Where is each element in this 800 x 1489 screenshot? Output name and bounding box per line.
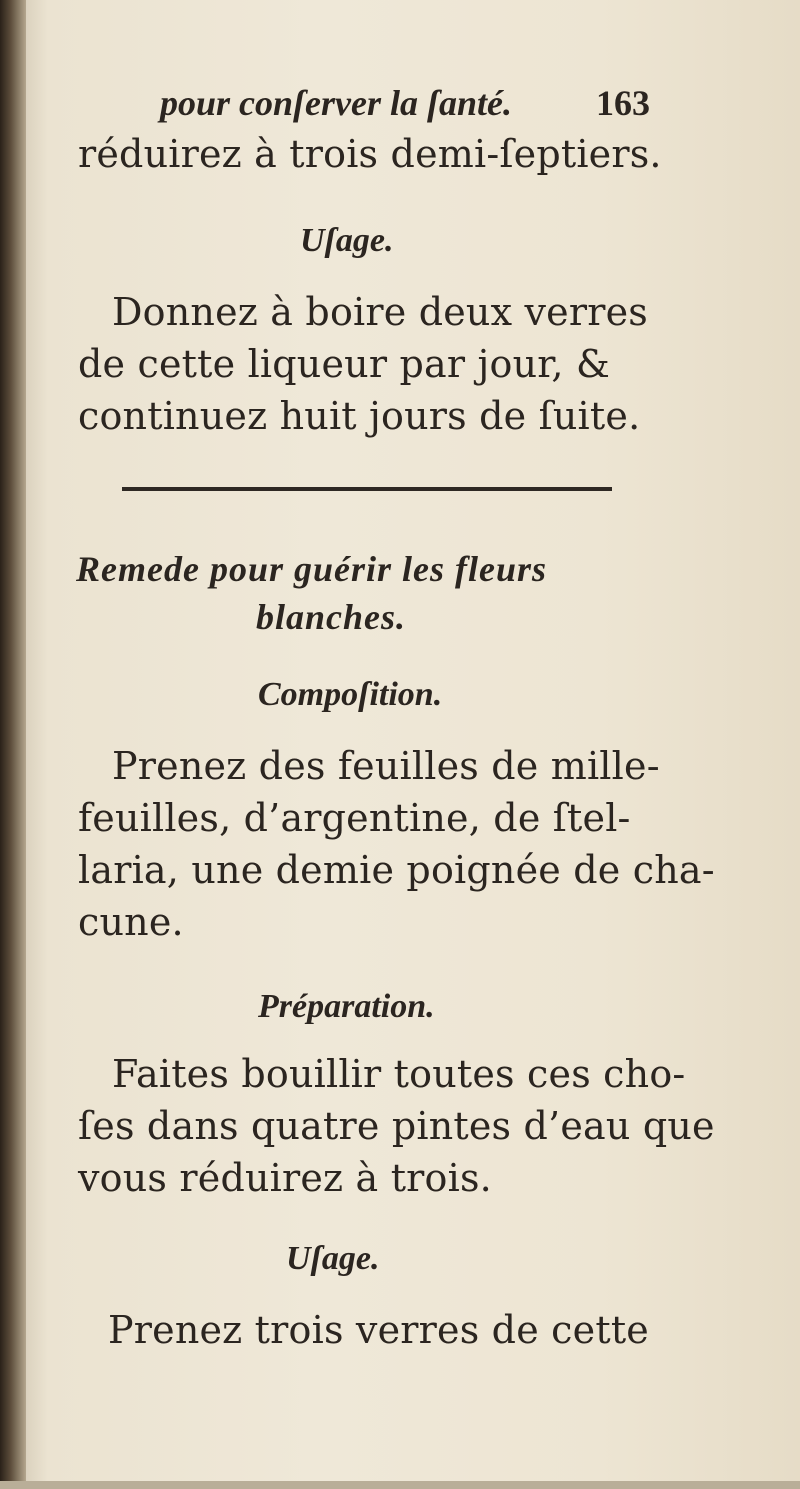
running-head-title: pour conſerver la ſanté.: [160, 83, 512, 123]
text-line-2: Donnez à boire deux verres: [112, 290, 648, 334]
section-heading-composition: Compoſition.: [258, 676, 443, 713]
text-line-8: cune.: [78, 900, 184, 944]
text-line-3: de cette liqueur par jour, &: [78, 342, 611, 386]
page-bottom-edge: [0, 1481, 800, 1489]
section-heading-usage: Uſage.: [300, 222, 394, 259]
text-line-5: Prenez des feuilles de mille-: [112, 744, 660, 788]
text-line-9: Faites bouillir toutes ces cho-: [112, 1052, 686, 1096]
text-line-7: laria, une demie poignée de cha-: [78, 848, 715, 892]
section-heading-preparation: Préparation.: [258, 988, 435, 1025]
page-number: 163: [596, 83, 650, 123]
text-line-4: continuez huit jours de ſuite.: [78, 394, 641, 438]
text-line-10: ſes dans quatre pintes d’eau que: [78, 1104, 715, 1148]
remedy-title-line-1: Remede pour guérir les fleurs: [76, 549, 548, 589]
book-spine: [0, 0, 26, 1489]
horizontal-rule: [122, 487, 612, 491]
text-line-6: feuilles, d’argentine, de ſtel-: [78, 796, 631, 840]
text-line-1: réduirez à trois demi-ſeptiers.: [78, 132, 662, 176]
section-heading-usage-2: Uſage.: [286, 1240, 380, 1277]
remedy-title-line-2: blanches.: [256, 597, 407, 637]
text-line-12: Prenez trois verres de cette: [108, 1308, 649, 1352]
text-line-11: vous réduirez à trois.: [78, 1156, 492, 1200]
